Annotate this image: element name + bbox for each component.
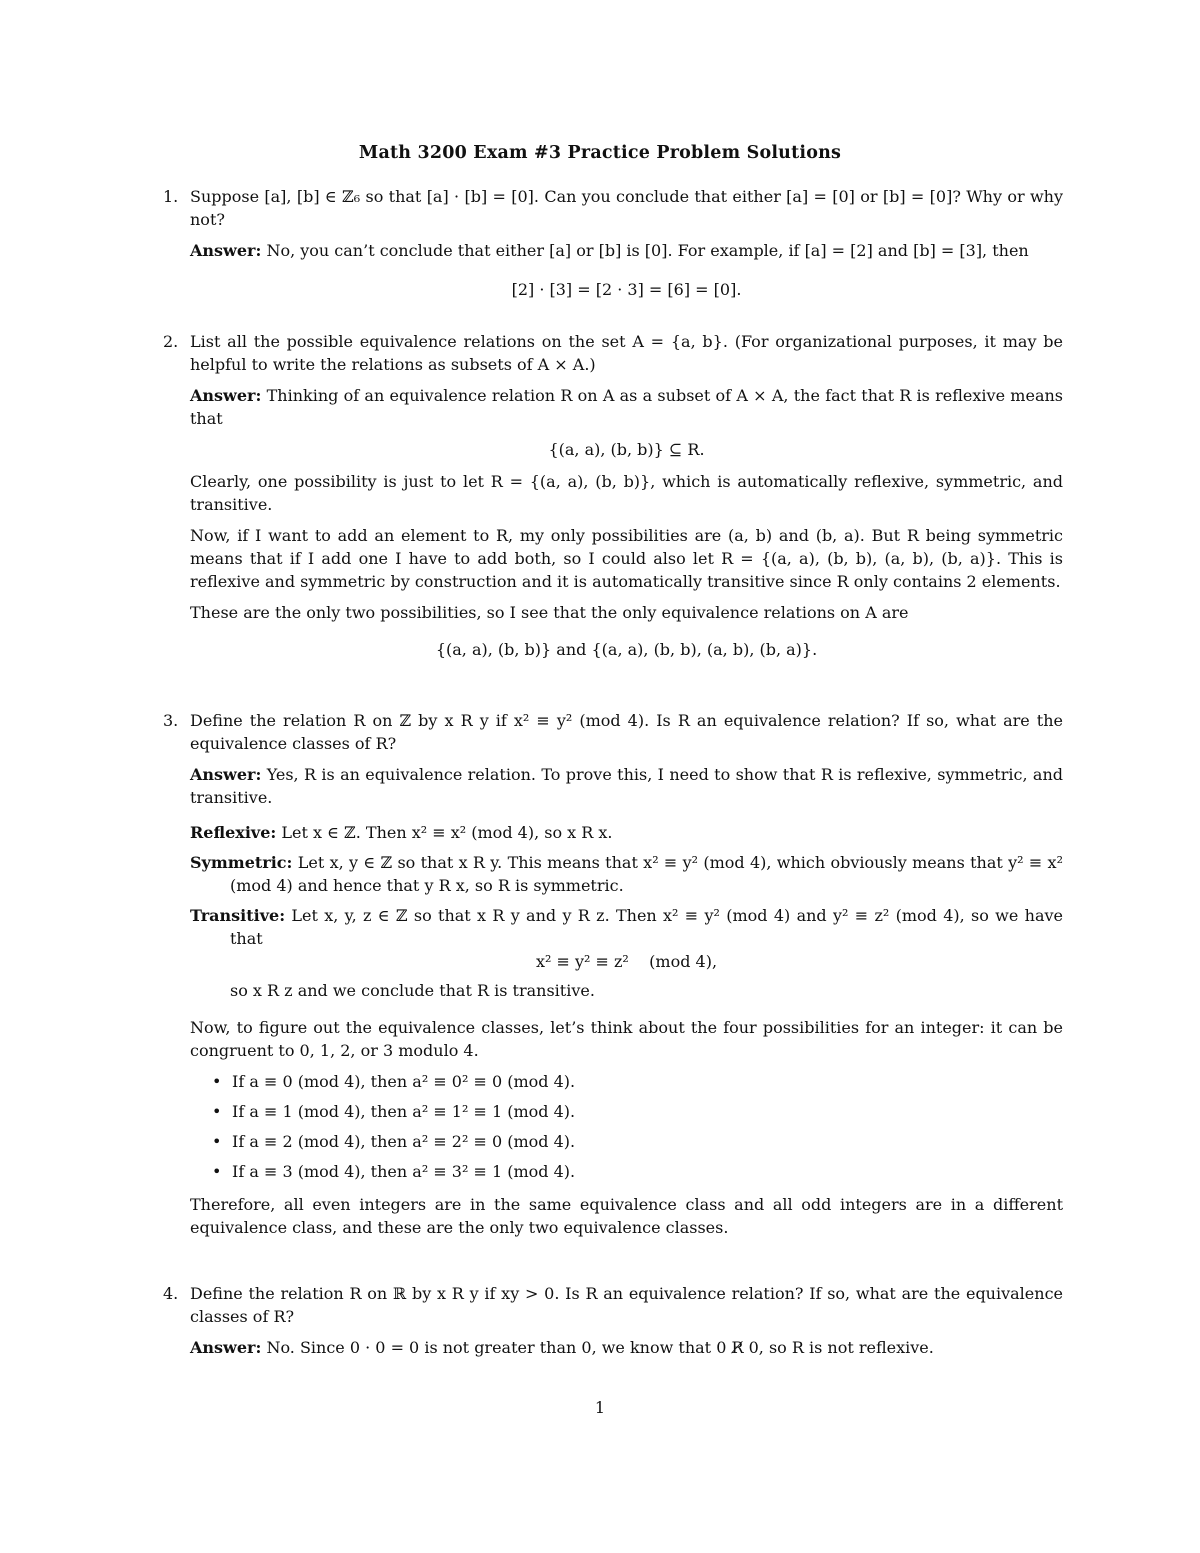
transitive-item bbox=[190, 904, 1063, 950]
display-equation: [2] · [3] = [2 · 3] = [6] = [0]. bbox=[511, 280, 742, 299]
problem-2 bbox=[163, 330, 1063, 670]
paragraph: These are the only two possibilities, so I see that the only equivalence relations on A are bbox=[190, 603, 909, 622]
problem-answer bbox=[190, 1336, 1063, 1359]
problem-answer bbox=[190, 763, 1063, 809]
paragraph: Clearly, one possibility is just to let R = {(a, a), (b, b)}, which is automatically reflexive, symmetric, and transitive. bbox=[190, 472, 1063, 514]
reflexive-label: Reflexive: bbox=[190, 823, 277, 842]
answer-label: Answer: bbox=[190, 1338, 262, 1357]
problem-4 bbox=[163, 1282, 1063, 1367]
symmetric-item bbox=[190, 851, 1063, 897]
problem-number: 1. bbox=[163, 187, 179, 206]
paragraph: so x R z and we conclude that R is transitive. bbox=[230, 981, 595, 1000]
answer-text: Thinking of an equivalence relation R on A as a subset of A × A, the fact that R is reflexive means that bbox=[190, 386, 1063, 428]
list-item bbox=[212, 1100, 1063, 1123]
problem-number: 2. bbox=[163, 332, 179, 351]
reflexive-item bbox=[190, 821, 1063, 844]
problem-answer bbox=[190, 384, 1063, 430]
answer-text: No, you can’t conclude that either [a] or [b] is [0]. For example, if [a] = [2] and [b] = [3], then bbox=[266, 241, 1029, 260]
bullet-icon: • bbox=[212, 1072, 222, 1091]
paragraph: Now, if I want to add an element to R, my only possibilities are (a, b) and (b, a). But R being symmetric means that if I add one I have to add both, so I could also let R = {(a, a), (b, b), (a, b), (b, a)}. This is reflexive and symmetric by construction and it is automatically transitive since R only contains 2 elements. bbox=[190, 526, 1063, 591]
problem-question: Define the relation R on ℤ by x R y if x² ≡ y² (mod 4). Is R an equivalence relation? If so, what are the equivalence classes of R? bbox=[190, 711, 1063, 753]
bullet-icon: • bbox=[212, 1132, 222, 1151]
page-title: Math 3200 Exam #3 Practice Problem Solutions bbox=[358, 143, 842, 163]
reflexive-text: Let x ∈ ℤ. Then x² ≡ x² (mod 4), so x R x. bbox=[281, 823, 613, 842]
answer-label: Answer: bbox=[190, 386, 262, 405]
list-item-text: If a ≡ 1 (mod 4), then a² ≡ 1² ≡ 1 (mod 4). bbox=[232, 1102, 576, 1121]
symmetric-label: Symmetric: bbox=[190, 853, 293, 872]
answer-label: Answer: bbox=[190, 765, 262, 784]
symmetric-text: Let x, y ∈ ℤ so that x R y. This means that x² ≡ y² (mod 4), which obviously means that y² ≡ x² (mod 4) and hence that y R x, so R is symmetric. bbox=[230, 853, 1063, 895]
answer-text: No. Since 0 · 0 = 0 is not greater than 0, we know that 0 R̸ 0, so R is not reflexive. bbox=[266, 1338, 934, 1357]
list-item bbox=[212, 1160, 1063, 1183]
list-item bbox=[212, 1070, 1063, 1093]
paragraph: Therefore, all even integers are in the same equivalence class and all odd integers are in a different equivalence class, and these are the only two equivalence classes. bbox=[190, 1195, 1063, 1237]
list-item-text: If a ≡ 0 (mod 4), then a² ≡ 0² ≡ 0 (mod 4). bbox=[232, 1072, 576, 1091]
list-item-text: If a ≡ 3 (mod 4), then a² ≡ 3² ≡ 1 (mod 4). bbox=[232, 1162, 576, 1181]
problem-question: Define the relation R on ℝ by x R y if xy > 0. Is R an equivalence relation? If so, what are the equivalence classes of R? bbox=[190, 1284, 1063, 1326]
problem-number: 3. bbox=[163, 711, 179, 730]
bullet-list bbox=[190, 1070, 1063, 1183]
page-number: 1 bbox=[594, 1398, 606, 1417]
problem-1 bbox=[163, 185, 1063, 310]
answer-label: Answer: bbox=[190, 241, 262, 260]
display-equation: x² ≡ y² ≡ z² (mod 4), bbox=[535, 952, 718, 971]
problem-number: 4. bbox=[163, 1284, 179, 1303]
answer-text: Yes, R is an equivalence relation. To prove this, I need to show that R is reflexive, symmetric, and transitive. bbox=[190, 765, 1063, 807]
problem-question: List all the possible equivalence relations on the set A = {a, b}. (For organizational purposes, it may be helpful to write the relations as subsets of A × A.) bbox=[190, 332, 1063, 374]
display-equation: {(a, a), (b, b)} ⊆ R. bbox=[548, 440, 705, 459]
bullet-icon: • bbox=[212, 1162, 222, 1181]
problem-3 bbox=[163, 709, 1063, 1247]
transitive-label: Transitive: bbox=[190, 906, 286, 925]
list-item bbox=[212, 1130, 1063, 1153]
paragraph: Now, to figure out the equivalence classes, let’s think about the four possibilities for an integer: it can be congruent to 0, 1, 2, or 3 modulo 4. bbox=[190, 1018, 1063, 1060]
problem-question: Suppose [a], [b] ∈ ℤ₆ so that [a] · [b] = [0]. Can you conclude that either [a] = [0] or [b] = [0]? Why or why not? bbox=[190, 187, 1063, 229]
transitive-text: Let x, y, z ∈ ℤ so that x R y and y R z. Then x² ≡ y² (mod 4) and y² ≡ z² (mod 4), so we have that bbox=[230, 906, 1063, 948]
problem-answer bbox=[190, 239, 1063, 262]
bullet-icon: • bbox=[212, 1102, 222, 1121]
list-item-text: If a ≡ 2 (mod 4), then a² ≡ 2² ≡ 0 (mod 4). bbox=[232, 1132, 576, 1151]
display-equation: {(a, a), (b, b)} and {(a, a), (b, b), (a, b), (b, a)}. bbox=[435, 640, 818, 659]
